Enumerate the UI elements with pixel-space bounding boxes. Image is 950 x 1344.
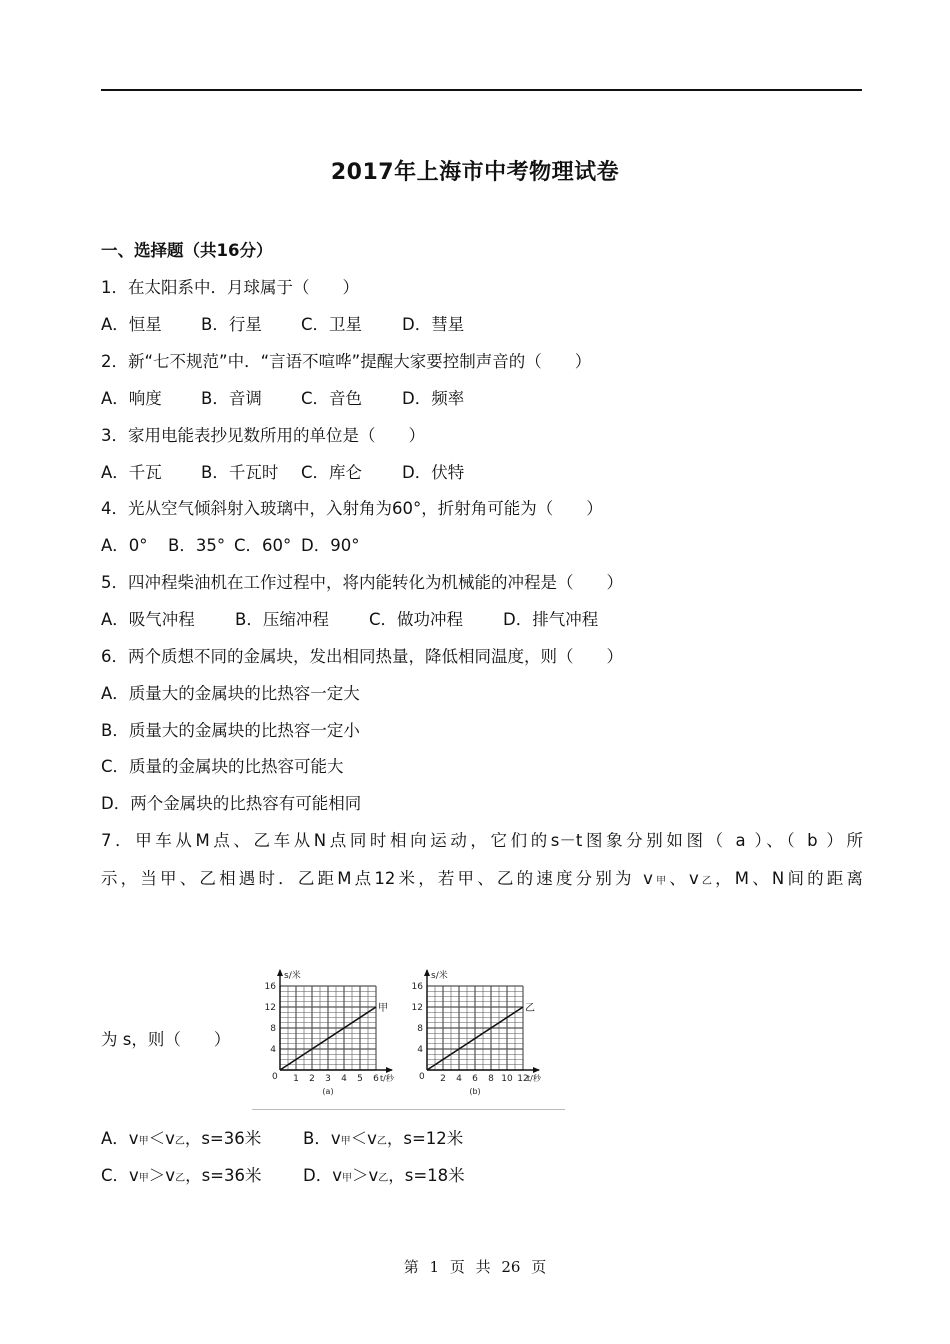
option-c: C．做功冲程 <box>369 610 464 629</box>
graph-b-y-tick: 4 <box>417 1045 423 1055</box>
option-d: D．v甲＞v乙，s=18米 <box>303 1166 465 1185</box>
option-a: A．0° <box>101 536 148 555</box>
graph-a-y-tick: 8 <box>270 1024 276 1034</box>
page-footer: 第 1 页 共 26 页 <box>403 1258 547 1276</box>
graph-a-y-tick: 4 <box>270 1045 276 1055</box>
option-c: C．v甲＞v乙，s=36米 <box>101 1166 262 1185</box>
page-title: 2017年上海市中考物理试卷 <box>330 160 620 185</box>
graph-b-x-arrow <box>533 1067 540 1073</box>
question-7-options-row-1 <box>101 1128 863 1153</box>
graph-a-x-tick: 6 <box>373 1074 379 1084</box>
question-4-options <box>101 535 863 557</box>
option-d: D．90° <box>301 536 360 555</box>
option-c: C．库仑 <box>301 463 363 482</box>
question-7-options-row-2 <box>101 1165 863 1190</box>
option-a: A．千瓦 <box>101 463 162 482</box>
st-graphs-figure <box>252 962 565 1110</box>
option-b: B．千瓦时 <box>201 463 279 482</box>
graph-a-xlabel: t/秒 <box>380 1074 394 1083</box>
option-b: B．35° <box>168 536 226 555</box>
question-7-line-1: 7．甲车从M点、乙车从N点同时相向运动，它们的s－t图象分别如图（ a ）、（ b ）所 <box>101 831 863 850</box>
question-6: 6．两个质想不同的金属块，发出相同热量，降低相同温度，则（ ） <box>101 647 623 666</box>
graph-b-x-tick: 2 <box>440 1074 446 1084</box>
question-6-option-d: D．两个金属块的比热容有可能相同 <box>101 794 362 813</box>
question-7-line-2: 示，当甲、乙相遇时．乙距M点12米，若甲、乙的速度分别为 v甲、v乙，M、N间的距离 <box>101 869 863 888</box>
graph-a-caption: (a) <box>322 1087 334 1096</box>
question-5: 5．四冲程柴油机在工作过程中，将内能转化为机械能的冲程是（ ） <box>101 573 623 592</box>
graph-a-x-tick: 3 <box>325 1074 331 1084</box>
graph-b-x-tick: 8 <box>488 1074 494 1084</box>
option-a: A．响度 <box>101 389 162 408</box>
option-b: B．压缩冲程 <box>235 610 329 629</box>
question-2-options <box>101 388 863 410</box>
section-heading: 一、选择题（共16分） <box>101 241 273 260</box>
graph-b-x-tick: 10 <box>501 1074 513 1084</box>
graph-a-y-tick: 16 <box>264 982 276 992</box>
figure-bottom-rule <box>252 1109 565 1110</box>
option-d: D．频率 <box>402 389 465 408</box>
option-d: D．伏特 <box>402 463 465 482</box>
graph-b-origin: 0 <box>419 1072 425 1082</box>
option-c: C．音色 <box>301 389 363 408</box>
graph-a-ylabel: s/米 <box>284 971 301 981</box>
graph-a-origin: 0 <box>272 1072 278 1082</box>
graph-a-x-tick: 5 <box>357 1074 363 1084</box>
graph-b-y-arrow <box>424 969 430 976</box>
option-b: B．v甲＜v乙，s=12米 <box>303 1129 464 1148</box>
graph-a-x-arrow <box>386 1067 393 1073</box>
option-b: B．行星 <box>201 315 262 334</box>
graph-a-y-arrow <box>277 969 283 976</box>
graph-b-x-tick: 4 <box>456 1074 462 1084</box>
question-7-line-3: 为 s，则（ ） <box>101 1030 231 1049</box>
graph-b-x-tick: 12 <box>517 1074 529 1084</box>
option-a: A．恒星 <box>101 315 162 334</box>
question-1-options <box>101 314 863 336</box>
option-b: B．音调 <box>201 389 262 408</box>
option-d: D．排气冲程 <box>503 610 599 629</box>
graph-a-y-tick: 12 <box>264 1003 276 1013</box>
option-c: C．60° <box>234 536 292 555</box>
graph-a-x-tick: 1 <box>293 1074 299 1084</box>
option-a: A．v甲＜v乙，s=36米 <box>101 1129 262 1148</box>
question-2: 2．新“七不规范”中．“言语不喧哗”提醒大家要控制声音的（ ） <box>101 352 592 371</box>
graph-a-line-label: 甲 <box>378 1003 388 1014</box>
question-6-option-c: C．质量的金属块的比热容可能大 <box>101 757 344 776</box>
graph-b-caption: (b) <box>469 1087 481 1096</box>
graph-a-x-tick: 4 <box>341 1074 347 1084</box>
option-d: D．彗星 <box>402 315 465 334</box>
question-6-option-b: B．质量大的金属块的比热容一定小 <box>101 721 360 740</box>
question-3-options <box>101 462 863 484</box>
st-graphs-svg <box>252 962 565 1110</box>
question-4: 4．光从空气倾斜射入玻璃中，入射角为60°，折射角可能为（ ） <box>101 499 603 518</box>
graph-b-line-label: 乙 <box>525 1003 535 1014</box>
question-5-options <box>101 609 863 631</box>
option-a: A．吸气冲程 <box>101 610 195 629</box>
graph-b-xlabel: t/秒 <box>527 1074 541 1083</box>
question-6-option-a: A．质量大的金属块的比热容一定大 <box>101 684 360 703</box>
graph-b-ylabel: s/米 <box>431 971 448 981</box>
question-3: 3．家用电能表抄见数所用的单位是（ ） <box>101 426 425 445</box>
graph-b-y-tick: 16 <box>411 982 423 992</box>
question-1: 1．在太阳系中．月球属于（ ） <box>101 278 359 297</box>
option-c: C．卫星 <box>301 315 363 334</box>
graph-b-x-tick: 6 <box>472 1074 478 1084</box>
header-rule <box>101 89 862 91</box>
graph-b-y-tick: 12 <box>411 1003 423 1013</box>
graph-a-x-tick: 2 <box>309 1074 315 1084</box>
graph-b-y-tick: 8 <box>417 1024 423 1034</box>
